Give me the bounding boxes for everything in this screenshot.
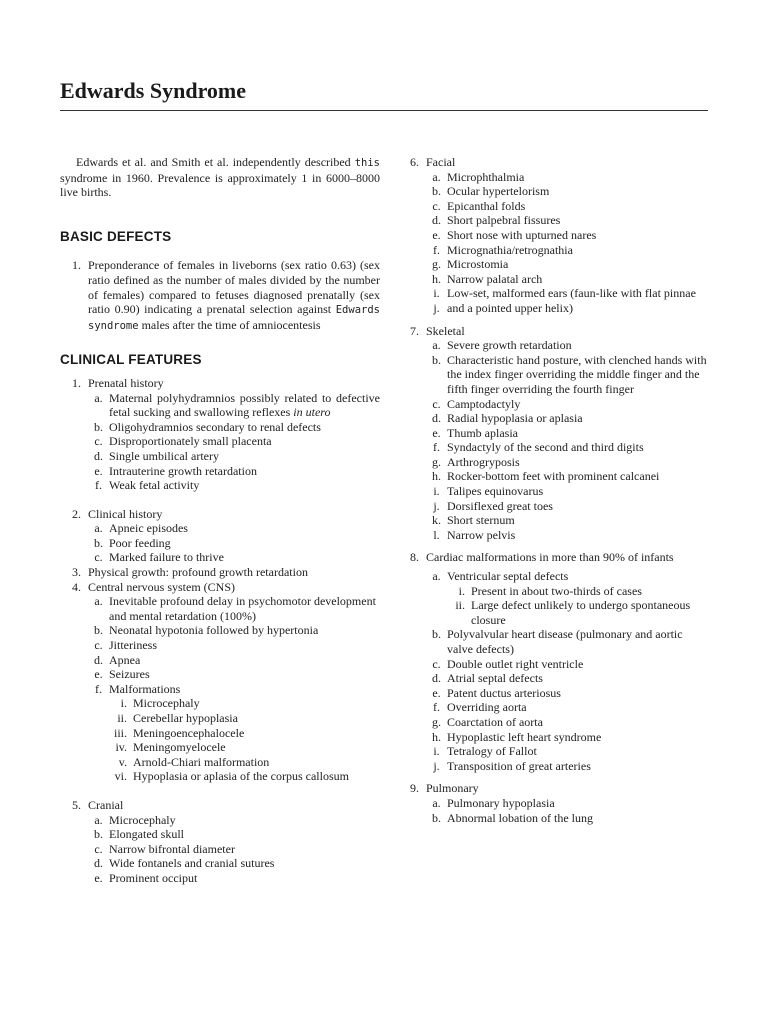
item-letter: e.: [432, 425, 441, 440]
list-item: [426, 759, 710, 774]
item-letter: j.: [433, 498, 440, 513]
item-letter: f.: [95, 478, 102, 493]
item-text: [88, 258, 380, 333]
item-letter: b.: [94, 623, 103, 638]
item-letter: c.: [432, 396, 441, 411]
item-text: Single umbilical artery: [109, 448, 219, 463]
item-letter: e.: [432, 227, 441, 242]
item-letter: g.: [432, 714, 441, 729]
item-text: Microstomia: [447, 257, 509, 272]
item-text: Poor feeding: [109, 535, 171, 550]
item-text: Intrauterine growth retardation: [109, 463, 257, 478]
list-item: [88, 682, 380, 697]
section-facial: [398, 155, 710, 316]
item-letter: i.: [433, 744, 440, 759]
list-item: [426, 499, 710, 514]
list-item: [426, 184, 710, 199]
item-numeral: iv.: [115, 740, 127, 755]
item-text: Prominent occiput: [109, 870, 198, 885]
item-letter: f.: [433, 242, 440, 257]
basic-defects-heading: BASIC DEFECTS: [60, 228, 172, 244]
item-letter: e.: [94, 463, 103, 478]
item-text: Narrow bifrontal diameter: [109, 841, 235, 856]
item-letter: d.: [432, 213, 441, 228]
item-text: Inevitable profound delay in psychomotor development and mental retardation (100%): [109, 594, 376, 623]
sub-list-item: [109, 769, 380, 784]
item-number: 5.: [72, 797, 81, 812]
list-item: [426, 469, 710, 484]
list-item: [426, 301, 710, 316]
section-label: Clinical history: [88, 506, 163, 521]
item-text: Arnold-Chiari malformation: [133, 754, 270, 769]
item-text: Short sternum: [447, 513, 515, 528]
item-text: Transposition of great arteries: [447, 758, 591, 773]
intro-text-this: this: [354, 157, 380, 169]
list-item: [426, 657, 710, 672]
item-letter: c.: [432, 656, 441, 671]
item-text: Cerebellar hypoplasia: [133, 711, 238, 725]
item-text: Meningomyelocele: [133, 740, 226, 755]
list-item: [426, 440, 710, 455]
item-letter: a.: [432, 338, 441, 353]
title-rule: [60, 110, 708, 111]
item-text: Elongated skull: [109, 827, 184, 842]
item-letter: f.: [433, 700, 440, 715]
item-text: Epicanthal folds: [447, 198, 526, 213]
sub-list-item: [447, 584, 710, 599]
clinical-features-heading: CLINICAL FEATURES: [60, 352, 202, 368]
item-letter: b.: [432, 810, 441, 825]
sub-list-item: [109, 755, 380, 770]
section-clinical-history: [60, 507, 380, 565]
item-letter: a.: [94, 390, 103, 405]
item-text: Seizures: [109, 667, 150, 682]
list-item: [88, 449, 380, 464]
list-item: [88, 653, 380, 668]
section-cranial: [60, 798, 380, 886]
list-item: [88, 623, 380, 638]
item-letter: k.: [432, 513, 441, 528]
item-number: 1.: [72, 258, 81, 273]
list-item: [426, 730, 710, 745]
list-item: [88, 434, 380, 449]
list-item: [426, 353, 710, 397]
sub-list-item: [447, 598, 710, 627]
section-label: Cranial: [88, 797, 124, 812]
list-item: [88, 813, 380, 828]
item-text: Present in about two-thirds of cases: [471, 583, 642, 598]
item-text: Malformations: [109, 681, 181, 696]
list-item: [426, 455, 710, 470]
section-label: Cardiac malformations in more than 90% of infants: [426, 550, 674, 565]
item-text: Hypoplastic left heart syndrome: [447, 729, 602, 744]
item-letter: j.: [433, 758, 440, 773]
section-header: [398, 550, 710, 565]
sub-list-item: [109, 740, 380, 755]
item-text: Apneic episodes: [109, 521, 188, 536]
list-item: [88, 536, 380, 551]
item-text: Coarctation of aorta: [447, 714, 543, 729]
item-text: Talipes equinovarus: [447, 484, 544, 499]
section-label: Facial: [426, 155, 456, 169]
item-numeral: ii.: [117, 711, 127, 725]
item-text: Patent ductus arteriosus: [447, 685, 561, 700]
item-letter: a.: [432, 169, 441, 184]
item-letter: d.: [94, 448, 103, 463]
item-letter: i.: [433, 484, 440, 499]
item-text: Micrognathia/retrognathia: [447, 242, 573, 257]
item-text: Short palpebral fissures: [447, 213, 561, 228]
list-item: [88, 464, 380, 479]
item-text: Overriding aorta: [447, 700, 527, 715]
right-column: [398, 155, 710, 825]
list-item: [426, 671, 710, 686]
item-letter: e.: [94, 870, 103, 885]
item-numeral: iii.: [113, 725, 127, 740]
item-number: 7.: [410, 323, 419, 338]
item-text: Rocker-bottom feet with prominent calcanei: [447, 469, 660, 484]
item-text: Abnormal lobation of the lung: [447, 810, 593, 825]
item-text: Dorsiflexed great toes: [447, 498, 553, 513]
item-text: Characteristic hand posture, with clenched hands with the index finger overriding the middle finger and the fifth finger overriding the fourth finger: [447, 352, 707, 396]
left-column: [60, 155, 380, 886]
item-letter: a.: [94, 812, 103, 827]
list-item: [426, 199, 710, 214]
list-item: [88, 827, 380, 842]
item-text: [109, 391, 380, 420]
item-letter: e.: [432, 685, 441, 700]
item-number: 4.: [72, 579, 81, 594]
item-letter: d.: [94, 856, 103, 871]
list-item: [426, 286, 710, 301]
list-item: [88, 550, 380, 565]
list-item: [426, 272, 710, 287]
list-item: [426, 228, 710, 243]
item-text: Microcephaly: [109, 812, 176, 827]
list-item: [426, 243, 710, 258]
item-letter: d.: [94, 652, 103, 667]
item-text: Thumb aplasia: [447, 425, 518, 440]
list-item: [426, 213, 710, 228]
item-text: Low-set, malformed ears (faun-like with flat pinnae: [447, 286, 696, 301]
item-text: Radial hypoplasia or aplasia: [447, 411, 583, 426]
item-letter: d.: [432, 411, 441, 426]
list-item: [426, 397, 710, 412]
list-item: [426, 700, 710, 715]
section-header: [60, 507, 380, 522]
item-letter: b.: [94, 419, 103, 434]
item-text: Syndactyly of the second and third digits: [447, 440, 644, 455]
item-text: Apnea: [109, 652, 141, 667]
item-numeral: v.: [118, 754, 127, 769]
sub-list-item: [109, 696, 380, 711]
item-number: 1.: [72, 375, 81, 390]
item-text: Microcephaly: [133, 696, 200, 711]
item-number: 6.: [410, 155, 419, 169]
item-text: Marked failure to thrive: [109, 550, 224, 565]
item-letter: g.: [432, 454, 441, 469]
section-header: [60, 798, 380, 813]
item-letter: b.: [94, 535, 103, 550]
item-letter: c.: [94, 434, 103, 449]
list-item: [88, 478, 380, 493]
item-letter: d.: [432, 671, 441, 686]
item-text: Narrow palatal arch: [447, 271, 543, 286]
list-item: [60, 391, 380, 420]
item-numeral: i.: [120, 696, 127, 711]
sub-list-item: [109, 726, 380, 741]
section-cns: [60, 580, 380, 784]
item-text-main: Preponderance of females in liveborns (sex ratio 0.63) (sex ratio defined as the number of males divided by the number of females) compared to fetuses diagnosed prenatally (sex ratio 0.90) indicating a prenatal selection against: [88, 258, 380, 317]
section-physical-growth: [60, 565, 380, 580]
list-item: [88, 420, 380, 435]
list-item: [426, 627, 710, 656]
list-item: [426, 528, 710, 543]
item-letter: a.: [94, 594, 103, 609]
section-header: [60, 565, 380, 580]
item-letter: c.: [94, 550, 103, 565]
list-item: [426, 411, 710, 426]
intro-paragraph: [60, 155, 380, 200]
basic-defect-item: [60, 258, 380, 333]
item-text: and a pointed upper helix): [447, 300, 573, 315]
item-text: Ocular hypertelorism: [447, 184, 550, 199]
list-item: [88, 521, 380, 536]
item-letter: c.: [94, 841, 103, 856]
list-item: [426, 170, 710, 185]
item-text: Neonatal hypotonia followed by hypertonia: [109, 623, 319, 638]
list-item: [426, 513, 710, 528]
item-text-main: Maternal polyhydramnios possibly related to defective fetal sucking and swallowing reflexes: [109, 390, 380, 420]
section-skeletal: [398, 324, 710, 543]
item-numeral: ii.: [455, 598, 465, 613]
item-letter: c.: [432, 198, 441, 213]
section-prenatal-history: [60, 376, 380, 493]
list-item: [88, 856, 380, 871]
item-letter: f.: [433, 440, 440, 455]
item-text: Narrow pelvis: [447, 527, 516, 542]
item-text: Short nose with upturned nares: [447, 227, 597, 242]
list-item: [88, 638, 380, 653]
item-letter: l.: [433, 527, 440, 542]
list-item: [426, 715, 710, 730]
item-text: Wide fontanels and cranial sutures: [109, 856, 275, 871]
item-text: Oligohydramnios secondary to renal defects: [109, 419, 321, 434]
list-item: [426, 811, 710, 826]
section-pulmonary: [398, 781, 710, 825]
item-number: 9.: [410, 781, 419, 796]
item-text: Atrial septal defects: [447, 671, 543, 686]
list-item: [88, 842, 380, 857]
item-text: Double outlet right ventricle: [447, 656, 584, 671]
section-header: [398, 324, 710, 339]
item-letter: f.: [95, 681, 102, 696]
list-item: [426, 796, 710, 811]
list-item: [88, 667, 380, 682]
sub-list-item: [109, 711, 380, 726]
item-text: Polyvalvular heart disease (pulmonary and aortic valve defects): [447, 627, 683, 656]
item-letter: j.: [433, 300, 440, 315]
item-letter: a.: [432, 569, 441, 584]
list-item: [426, 257, 710, 272]
item-letter: h.: [432, 729, 441, 744]
item-letter: g.: [432, 257, 441, 272]
item-letter: a.: [94, 521, 103, 536]
item-letter: b.: [432, 184, 441, 199]
list-item: [88, 871, 380, 886]
item-text: Weak fetal activity: [109, 478, 200, 493]
list-item: [398, 569, 710, 584]
item-letter: h.: [432, 469, 441, 484]
section-header: [60, 580, 380, 595]
item-text: Tetralogy of Fallot: [447, 744, 537, 759]
item-text: Camptodactyly: [447, 396, 521, 411]
list-item: [426, 426, 710, 441]
item-numeral: vi.: [114, 769, 127, 784]
list-item: [88, 594, 380, 623]
list-item: [426, 744, 710, 759]
item-letter: e.: [94, 667, 103, 682]
item-text: Arthrogryposis: [447, 454, 520, 469]
item-text-mono: Edwards syndrome: [88, 304, 380, 332]
item-letter: c.: [94, 638, 103, 653]
section-label: Central nervous system (CNS): [88, 579, 235, 594]
item-number: 2.: [72, 506, 81, 521]
list-item: [426, 686, 710, 701]
section-header: [398, 781, 710, 796]
item-text: Jitteriness: [109, 638, 157, 653]
item-number: 3.: [72, 565, 81, 580]
item-text: Severe growth retardation: [447, 338, 572, 353]
item-letter: b.: [94, 827, 103, 842]
section-label: Prenatal history: [88, 375, 164, 390]
intro-text: Edwards et al. and Smith et al. independently described: [76, 155, 355, 169]
item-text-end: males after the time of amniocentesis: [138, 317, 321, 332]
item-numeral: i.: [458, 583, 465, 598]
item-number: 8.: [410, 550, 419, 565]
item-text: Hypoplasia or aplasia of the corpus callosum: [133, 769, 349, 784]
item-letter: i.: [433, 286, 440, 301]
item-text: Large defect unlikely to undergo spontaneous closure: [471, 598, 691, 627]
intro-text-end: syndrome in 1960. Prevalence is approximately 1 in 6000–8000 live births.: [60, 170, 380, 200]
section-label: Skeletal: [426, 323, 465, 338]
section-header: [60, 376, 380, 391]
item-text: Meningoencephalocele: [133, 725, 245, 740]
list-item: [426, 484, 710, 499]
item-letter: h.: [432, 271, 441, 286]
section-label: Physical growth: profound growth retardation: [88, 565, 308, 580]
item-text: Ventricular septal defects: [447, 569, 569, 584]
list-item: [426, 338, 710, 353]
section-cardiac: [398, 550, 710, 773]
page-title: Edwards Syndrome: [60, 78, 247, 103]
item-text-italic: in utero: [293, 405, 331, 420]
item-letter: a.: [432, 795, 441, 810]
section-header: [398, 155, 710, 170]
item-text: Disproportionately small placenta: [109, 434, 272, 449]
section-label: Pulmonary: [426, 781, 479, 796]
item-text: Microphthalmia: [447, 169, 525, 184]
item-letter: b.: [432, 627, 441, 642]
item-letter: b.: [432, 352, 441, 367]
item-text: Pulmonary hypoplasia: [447, 795, 555, 810]
